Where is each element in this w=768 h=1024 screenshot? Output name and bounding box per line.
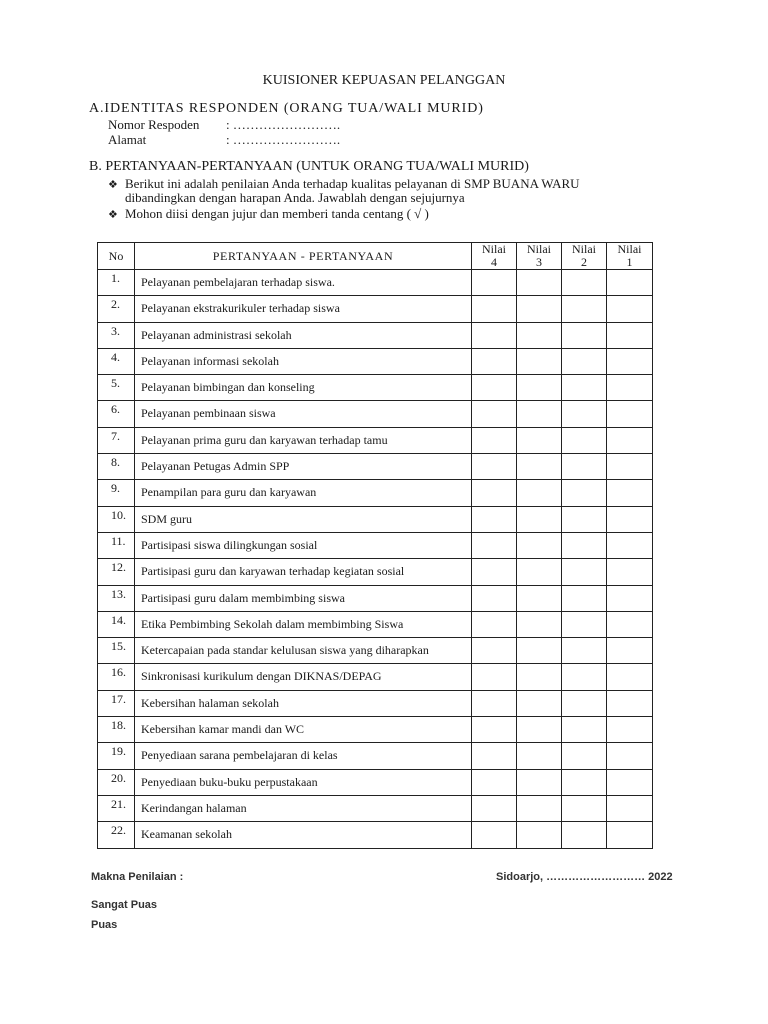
question-text: Partisipasi guru dalam membimbing siswa bbox=[135, 585, 472, 611]
row-number: 12. bbox=[98, 559, 135, 585]
rating-cell-nilai-2[interactable] bbox=[562, 480, 607, 506]
question-text: Kerindangan halaman bbox=[135, 795, 472, 821]
rating-cell-nilai-2[interactable] bbox=[562, 375, 607, 401]
table-row bbox=[98, 769, 653, 795]
rating-cell-nilai-4[interactable] bbox=[472, 480, 517, 506]
table-row bbox=[98, 664, 653, 690]
place-date: Sidoarjo, ……………………… 2022 bbox=[496, 871, 673, 883]
field-value-alamat: : ……………………. bbox=[226, 132, 341, 147]
table-row bbox=[98, 611, 653, 637]
rating-cell-nilai-3[interactable] bbox=[517, 690, 562, 716]
row-number: 2. bbox=[98, 296, 135, 322]
table-row bbox=[98, 296, 653, 322]
question-text: Penyediaan sarana pembelajaran di kelas bbox=[135, 743, 472, 769]
header-nilai-2-label: Nilai bbox=[572, 242, 596, 256]
rating-cell-nilai-2[interactable] bbox=[562, 769, 607, 795]
rating-cell-nilai-4[interactable] bbox=[472, 664, 517, 690]
table-header-row bbox=[98, 243, 653, 270]
instruction-line-3: Mohon diisi dengan jujur dan memberi tanda centang ( √ ) bbox=[125, 206, 429, 221]
table-row bbox=[98, 690, 653, 716]
rating-cell-nilai-1[interactable] bbox=[607, 480, 653, 506]
row-number: 22. bbox=[98, 822, 135, 848]
rating-cell-nilai-4[interactable] bbox=[472, 585, 517, 611]
question-text: Pelayanan ekstrakurikuler terhadap siswa bbox=[135, 296, 472, 322]
rating-cell-nilai-1[interactable] bbox=[607, 638, 653, 664]
rating-cell-nilai-4[interactable] bbox=[472, 506, 517, 532]
question-text: Ketercapaian pada standar kelulusan siswa yang diharapkan bbox=[135, 638, 472, 664]
row-number: 11. bbox=[98, 532, 135, 558]
rating-cell-nilai-4[interactable] bbox=[472, 611, 517, 637]
rating-cell-nilai-2[interactable] bbox=[562, 322, 607, 348]
row-number: 14. bbox=[98, 611, 135, 637]
rating-cell-nilai-1[interactable] bbox=[607, 664, 653, 690]
question-text: SDM guru bbox=[135, 506, 472, 532]
row-number: 21. bbox=[98, 795, 135, 821]
table-row bbox=[98, 480, 653, 506]
rating-cell-nilai-1[interactable] bbox=[607, 559, 653, 585]
table-row bbox=[98, 322, 653, 348]
table-row bbox=[98, 532, 653, 558]
question-text: Pelayanan administrasi sekolah bbox=[135, 322, 472, 348]
rating-cell-nilai-3[interactable] bbox=[517, 717, 562, 743]
rating-cell-nilai-4[interactable] bbox=[472, 717, 517, 743]
rating-cell-nilai-4[interactable] bbox=[472, 401, 517, 427]
question-text: Sinkronisasi kurikulum dengan DIKNAS/DEPAG bbox=[135, 664, 472, 690]
header-nilai-3-value: 3 bbox=[536, 255, 542, 269]
rating-cell-nilai-4[interactable] bbox=[472, 375, 517, 401]
table-row bbox=[98, 401, 653, 427]
rating-cell-nilai-3[interactable] bbox=[517, 743, 562, 769]
table-row bbox=[98, 795, 653, 821]
question-text: Penampilan para guru dan karyawan bbox=[135, 480, 472, 506]
row-number: 16. bbox=[98, 664, 135, 690]
rating-cell-nilai-3[interactable] bbox=[517, 322, 562, 348]
question-text: Pelayanan prima guru dan karyawan terhadap tamu bbox=[135, 427, 472, 453]
rating-cell-nilai-1[interactable] bbox=[607, 296, 653, 322]
rating-cell-nilai-3[interactable] bbox=[517, 506, 562, 532]
row-number: 19. bbox=[98, 743, 135, 769]
header-nilai-3-label: Nilai bbox=[527, 242, 551, 256]
row-number: 1. bbox=[98, 270, 135, 296]
rating-cell-nilai-3[interactable] bbox=[517, 454, 562, 480]
rating-cell-nilai-2[interactable] bbox=[562, 559, 607, 585]
rating-cell-nilai-4[interactable] bbox=[472, 638, 517, 664]
rating-cell-nilai-2[interactable] bbox=[562, 401, 607, 427]
row-number: 5. bbox=[98, 375, 135, 401]
rating-cell-nilai-1[interactable] bbox=[607, 743, 653, 769]
rating-cell-nilai-4[interactable] bbox=[472, 532, 517, 558]
table-row bbox=[98, 454, 653, 480]
rating-cell-nilai-3[interactable] bbox=[517, 611, 562, 637]
table-row bbox=[98, 427, 653, 453]
rating-cell-nilai-3[interactable] bbox=[517, 375, 562, 401]
rating-cell-nilai-2[interactable] bbox=[562, 270, 607, 296]
rating-cell-nilai-1[interactable] bbox=[607, 270, 653, 296]
table-row bbox=[98, 822, 653, 848]
field-label-nomor: Nomor Respoden bbox=[108, 117, 200, 132]
rating-cell-nilai-1[interactable] bbox=[607, 795, 653, 821]
row-number: 3. bbox=[98, 322, 135, 348]
header-nilai-3 bbox=[517, 243, 562, 270]
rating-cell-nilai-2[interactable] bbox=[562, 427, 607, 453]
rating-cell-nilai-3[interactable] bbox=[517, 480, 562, 506]
rating-cell-nilai-2[interactable] bbox=[562, 506, 607, 532]
rating-cell-nilai-1[interactable] bbox=[607, 690, 653, 716]
rating-cell-nilai-2[interactable] bbox=[562, 638, 607, 664]
row-number: 9. bbox=[98, 480, 135, 506]
rating-cell-nilai-3[interactable] bbox=[517, 638, 562, 664]
scale-sangat-puas: Sangat Puas bbox=[91, 899, 158, 911]
rating-cell-nilai-2[interactable] bbox=[562, 585, 607, 611]
section-a-heading: A.IDENTITAS RESPONDEN (ORANG TUA/WALI MURID) bbox=[89, 101, 484, 116]
rating-cell-nilai-4[interactable] bbox=[472, 270, 517, 296]
rating-cell-nilai-1[interactable] bbox=[607, 322, 653, 348]
question-text: Partisipasi guru dan karyawan terhadap kegiatan sosial bbox=[135, 559, 472, 585]
row-number: 18. bbox=[98, 717, 135, 743]
question-text: Pelayanan Petugas Admin SPP bbox=[135, 454, 472, 480]
header-nilai-1-value: 1 bbox=[626, 255, 633, 269]
rating-cell-nilai-3[interactable] bbox=[517, 822, 562, 848]
rating-cell-nilai-1[interactable] bbox=[607, 611, 653, 637]
rating-cell-nilai-2[interactable] bbox=[562, 717, 607, 743]
rating-cell-nilai-2[interactable] bbox=[562, 795, 607, 821]
table-row bbox=[98, 270, 653, 296]
header-nilai-4 bbox=[472, 243, 517, 270]
rating-cell-nilai-1[interactable] bbox=[607, 585, 653, 611]
rating-cell-nilai-3[interactable] bbox=[517, 401, 562, 427]
makna-penilaian-label: Makna Penilaian : bbox=[91, 871, 184, 883]
row-number: 4. bbox=[98, 348, 135, 374]
rating-cell-nilai-4[interactable] bbox=[472, 769, 517, 795]
row-number: 15. bbox=[98, 638, 135, 664]
row-number: 13. bbox=[98, 585, 135, 611]
header-nilai-1-label: Nilai bbox=[617, 242, 642, 256]
section-b-heading: B. PERTANYAAN-PERTANYAAN (UNTUK ORANG TUA/WALI MURID) bbox=[89, 159, 529, 174]
scale-puas: Puas bbox=[91, 919, 118, 931]
rating-cell-nilai-1[interactable] bbox=[607, 822, 653, 848]
rating-cell-nilai-4[interactable] bbox=[472, 348, 517, 374]
header-nilai-1 bbox=[607, 243, 653, 270]
row-number: 6. bbox=[98, 401, 135, 427]
header-question: PERTANYAAN - PERTANYAAN bbox=[135, 243, 472, 270]
row-number: 8. bbox=[98, 454, 135, 480]
question-text: Kebersihan halaman sekolah bbox=[135, 690, 472, 716]
question-text: Pelayanan bimbingan dan konseling bbox=[135, 375, 472, 401]
document-title: KUISIONER KEPUASAN PELANGGAN bbox=[262, 73, 506, 88]
diamond-bullet-icon: ❖ bbox=[108, 179, 118, 191]
table-row bbox=[98, 559, 653, 585]
rating-cell-nilai-4[interactable] bbox=[472, 559, 517, 585]
question-text: Kebersihan kamar mandi dan WC bbox=[135, 717, 472, 743]
rating-cell-nilai-3[interactable] bbox=[517, 769, 562, 795]
table-row bbox=[98, 717, 653, 743]
rating-cell-nilai-2[interactable] bbox=[562, 296, 607, 322]
rating-cell-nilai-4[interactable] bbox=[472, 822, 517, 848]
rating-cell-nilai-4[interactable] bbox=[472, 743, 517, 769]
table-row bbox=[98, 585, 653, 611]
rating-cell-nilai-3[interactable] bbox=[517, 664, 562, 690]
rating-cell-nilai-1[interactable] bbox=[607, 375, 653, 401]
rating-cell-nilai-2[interactable] bbox=[562, 348, 607, 374]
table-row bbox=[98, 375, 653, 401]
rating-cell-nilai-3[interactable] bbox=[517, 795, 562, 821]
rating-cell-nilai-4[interactable] bbox=[472, 296, 517, 322]
rating-cell-nilai-4[interactable] bbox=[472, 454, 517, 480]
rating-cell-nilai-4[interactable] bbox=[472, 690, 517, 716]
field-label-alamat: Alamat bbox=[108, 132, 147, 147]
rating-cell-nilai-1[interactable] bbox=[607, 717, 653, 743]
question-text: Pelayanan pembinaan siswa bbox=[135, 401, 472, 427]
rating-cell-nilai-2[interactable] bbox=[562, 743, 607, 769]
rating-cell-nilai-3[interactable] bbox=[517, 532, 562, 558]
rating-cell-nilai-2[interactable] bbox=[562, 532, 607, 558]
rating-cell-nilai-3[interactable] bbox=[517, 559, 562, 585]
header-nilai-2-value: 2 bbox=[581, 255, 587, 269]
row-number: 10. bbox=[98, 506, 135, 532]
question-text: Keamanan sekolah bbox=[135, 822, 472, 848]
header-nilai-4-value: 4 bbox=[491, 255, 497, 269]
rating-cell-nilai-3[interactable] bbox=[517, 270, 562, 296]
rating-cell-nilai-2[interactable] bbox=[562, 454, 607, 480]
rating-cell-nilai-4[interactable] bbox=[472, 427, 517, 453]
rating-cell-nilai-1[interactable] bbox=[607, 769, 653, 795]
rating-cell-nilai-3[interactable] bbox=[517, 585, 562, 611]
header-nilai-2 bbox=[562, 243, 607, 270]
rating-cell-nilai-2[interactable] bbox=[562, 822, 607, 848]
table-row bbox=[98, 506, 653, 532]
rating-cell-nilai-1[interactable] bbox=[607, 506, 653, 532]
rating-cell-nilai-1[interactable] bbox=[607, 348, 653, 374]
instruction-line-1: Berikut ini adalah penilaian Anda terhadap kualitas pelayanan di SMP BUANA WARU bbox=[125, 176, 580, 191]
questionnaire-table bbox=[97, 242, 653, 849]
rating-cell-nilai-1[interactable] bbox=[607, 427, 653, 453]
question-text: Etika Pembimbing Sekolah dalam membimbing Siswa bbox=[135, 611, 472, 637]
rating-cell-nilai-4[interactable] bbox=[472, 322, 517, 348]
rating-cell-nilai-3[interactable] bbox=[517, 348, 562, 374]
field-value-nomor: : ……………………. bbox=[226, 117, 341, 132]
header-nilai-4-label: Nilai bbox=[482, 242, 506, 256]
rating-cell-nilai-3[interactable] bbox=[517, 427, 562, 453]
table-row bbox=[98, 348, 653, 374]
row-number: 17. bbox=[98, 690, 135, 716]
question-text: Pelayanan informasi sekolah bbox=[135, 348, 472, 374]
row-number: 20. bbox=[98, 769, 135, 795]
rating-cell-nilai-1[interactable] bbox=[607, 532, 653, 558]
rating-cell-nilai-3[interactable] bbox=[517, 296, 562, 322]
rating-cell-nilai-2[interactable] bbox=[562, 664, 607, 690]
table-row bbox=[98, 638, 653, 664]
instruction-line-2: dibandingkan dengan harapan Anda. Jawablah dengan sejujurnya bbox=[125, 190, 465, 205]
rating-cell-nilai-1[interactable] bbox=[607, 454, 653, 480]
question-text: Partisipasi siswa dilingkungan sosial bbox=[135, 532, 472, 558]
question-text: Pelayanan pembelajaran terhadap siswa. bbox=[135, 270, 472, 296]
diamond-bullet-icon: ❖ bbox=[108, 209, 118, 221]
rating-cell-nilai-4[interactable] bbox=[472, 795, 517, 821]
rating-cell-nilai-1[interactable] bbox=[607, 401, 653, 427]
row-number: 7. bbox=[98, 427, 135, 453]
question-text: Penyediaan buku-buku perpustakaan bbox=[135, 769, 472, 795]
rating-cell-nilai-2[interactable] bbox=[562, 611, 607, 637]
header-no: No bbox=[98, 243, 135, 270]
rating-cell-nilai-2[interactable] bbox=[562, 690, 607, 716]
table-row bbox=[98, 743, 653, 769]
